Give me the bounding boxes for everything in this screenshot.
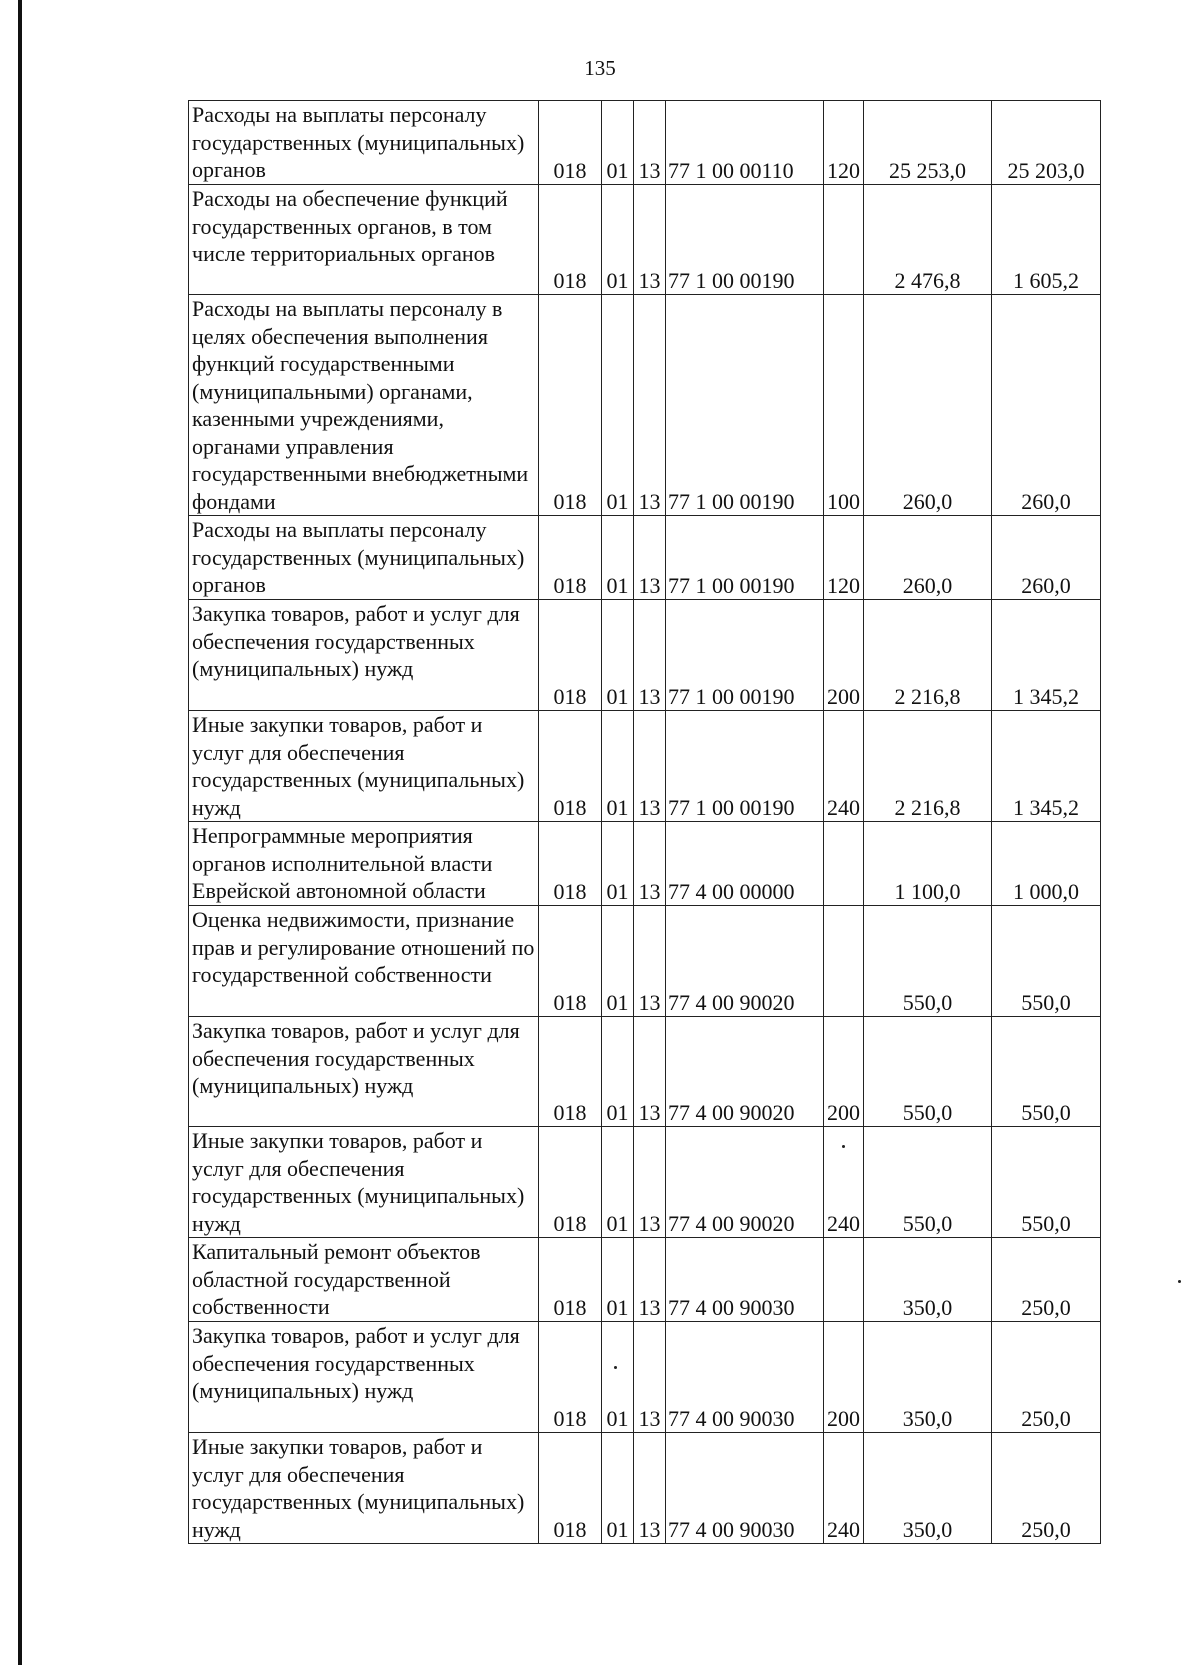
- binding-edge-line: [18, 0, 22, 1665]
- expense-type-cell: [824, 822, 864, 906]
- page-number: 135: [584, 56, 616, 80]
- subsection-code-cell: 13: [634, 295, 666, 516]
- target-article-cell: 77 4 00 90020: [666, 1017, 824, 1127]
- section-code-cell: 01: [602, 906, 634, 1017]
- item-name-cell: Иные закупки товаров, работ и услуг для обеспечения государственных (муниципальных) нужд: [189, 1127, 539, 1238]
- subsection-code-cell: 13: [634, 101, 666, 185]
- item-name-cell: Расходы на выплаты персоналу в целях обеспечения выполнения функций государственными (муниципальными) органами, казенными учреждениями, органами управления государственными внебюджетными фондами: [189, 295, 539, 516]
- table-row: [189, 1433, 1101, 1544]
- ministry-code-cell: 018: [539, 600, 602, 711]
- section-code-cell: 01: [602, 822, 634, 906]
- target-article-cell: 77 1 00 00190: [666, 600, 824, 711]
- expense-type-cell: [824, 185, 864, 295]
- expense-type-cell: 240: [824, 1433, 864, 1544]
- table-row: [189, 600, 1101, 711]
- amount-second-year-cell: 250,0: [992, 1322, 1101, 1433]
- scan-speck: [1178, 1280, 1181, 1283]
- section-code-cell: 01: [602, 295, 634, 516]
- amount-second-year-cell: 260,0: [992, 516, 1101, 600]
- amount-first-year-cell: 550,0: [864, 1127, 992, 1238]
- subsection-code-cell: 13: [634, 1127, 666, 1238]
- ministry-code-cell: 018: [539, 711, 602, 822]
- ministry-code-cell: 018: [539, 185, 602, 295]
- target-article-cell: 77 1 00 00190: [666, 516, 824, 600]
- item-name-cell: Иные закупки товаров, работ и услуг для обеспечения государственных (муниципальных) нужд: [189, 711, 539, 822]
- item-name-cell: Закупка товаров, работ и услуг для обеспечения государственных (муниципальных) нужд: [189, 1322, 539, 1433]
- item-name-cell: Расходы на обеспечение функций государственных органов, в том числе территориальных органов: [189, 185, 539, 295]
- item-name-cell: Закупка товаров, работ и услуг для обеспечения государственных (муниципальных) нужд: [189, 600, 539, 711]
- amount-second-year-cell: 1 000,0: [992, 822, 1101, 906]
- subsection-code-cell: 13: [634, 1433, 666, 1544]
- amount-first-year-cell: 550,0: [864, 906, 992, 1017]
- expense-type-cell: 200: [824, 600, 864, 711]
- amount-first-year-cell: 2 216,8: [864, 711, 992, 822]
- item-name-cell: Оценка недвижимости, признание прав и регулирование отношений по государственной собственности: [189, 906, 539, 1017]
- item-name-cell: Расходы на выплаты персоналу государственных (муниципальных) органов: [189, 101, 539, 185]
- subsection-code-cell: 13: [634, 822, 666, 906]
- ministry-code-cell: 018: [539, 822, 602, 906]
- amount-second-year-cell: 1 605,2: [992, 185, 1101, 295]
- section-code-cell: 01: [602, 516, 634, 600]
- amount-second-year-cell: 550,0: [992, 1017, 1101, 1127]
- amount-first-year-cell: 2 216,8: [864, 600, 992, 711]
- target-article-cell: 77 1 00 00190: [666, 711, 824, 822]
- table-row: [189, 185, 1101, 295]
- ministry-code-cell: 018: [539, 295, 602, 516]
- ministry-code-cell: 018: [539, 906, 602, 1017]
- item-name-cell: Закупка товаров, работ и услуг для обеспечения государственных (муниципальных) нужд: [189, 1017, 539, 1127]
- expense-type-cell: 120: [824, 516, 864, 600]
- item-name-cell: Расходы на выплаты персоналу государственных (муниципальных) органов: [189, 516, 539, 600]
- table-row: [189, 295, 1101, 516]
- ministry-code-cell: 018: [539, 1433, 602, 1544]
- amount-first-year-cell: 260,0: [864, 295, 992, 516]
- budget-table-body: [189, 101, 1101, 1544]
- subsection-code-cell: 13: [634, 1238, 666, 1322]
- subsection-code-cell: 13: [634, 185, 666, 295]
- expense-type-cell: [824, 906, 864, 1017]
- ministry-code-cell: 018: [539, 1322, 602, 1433]
- expense-type-cell: 200: [824, 1322, 864, 1433]
- item-name-cell: Непрограммные мероприятия органов исполнительной власти Еврейской автономной области: [189, 822, 539, 906]
- table-row: [189, 822, 1101, 906]
- scan-speck: [614, 1366, 617, 1369]
- section-code-cell: 01: [602, 600, 634, 711]
- table-row: [189, 1238, 1101, 1322]
- target-article-cell: 77 4 00 90030: [666, 1322, 824, 1433]
- section-code-cell: 01: [602, 185, 634, 295]
- table-row: [189, 711, 1101, 822]
- amount-first-year-cell: 260,0: [864, 516, 992, 600]
- ministry-code-cell: 018: [539, 1127, 602, 1238]
- section-code-cell: 01: [602, 711, 634, 822]
- target-article-cell: 77 1 00 00190: [666, 295, 824, 516]
- target-article-cell: 77 4 00 90020: [666, 906, 824, 1017]
- budget-table: [188, 100, 1101, 1544]
- ministry-code-cell: 018: [539, 101, 602, 185]
- table-row: [189, 1322, 1101, 1433]
- amount-second-year-cell: 250,0: [992, 1238, 1101, 1322]
- section-code-cell: 01: [602, 1238, 634, 1322]
- expense-type-cell: 120: [824, 101, 864, 185]
- amount-second-year-cell: 25 203,0: [992, 101, 1101, 185]
- amount-first-year-cell: 350,0: [864, 1322, 992, 1433]
- subsection-code-cell: 13: [634, 711, 666, 822]
- section-code-cell: 01: [602, 1322, 634, 1433]
- amount-second-year-cell: 1 345,2: [992, 711, 1101, 822]
- amount-second-year-cell: 250,0: [992, 1433, 1101, 1544]
- subsection-code-cell: 13: [634, 516, 666, 600]
- expense-type-cell: 240: [824, 711, 864, 822]
- expense-type-cell: 240: [824, 1127, 864, 1238]
- section-code-cell: 01: [602, 101, 634, 185]
- target-article-cell: 77 4 00 00000: [666, 822, 824, 906]
- amount-second-year-cell: 550,0: [992, 906, 1101, 1017]
- amount-first-year-cell: 2 476,8: [864, 185, 992, 295]
- amount-second-year-cell: 550,0: [992, 1127, 1101, 1238]
- target-article-cell: 77 4 00 90030: [666, 1238, 824, 1322]
- scan-speck: [842, 1145, 845, 1148]
- item-name-cell: Иные закупки товаров, работ и услуг для обеспечения государственных (муниципальных) нужд: [189, 1433, 539, 1544]
- section-code-cell: 01: [602, 1433, 634, 1544]
- amount-second-year-cell: 1 345,2: [992, 600, 1101, 711]
- expense-type-cell: 200: [824, 1017, 864, 1127]
- ministry-code-cell: 018: [539, 1238, 602, 1322]
- subsection-code-cell: 13: [634, 600, 666, 711]
- target-article-cell: 77 1 00 00110: [666, 101, 824, 185]
- ministry-code-cell: 018: [539, 1017, 602, 1127]
- subsection-code-cell: 13: [634, 906, 666, 1017]
- amount-first-year-cell: 350,0: [864, 1433, 992, 1544]
- amount-first-year-cell: 550,0: [864, 1017, 992, 1127]
- amount-first-year-cell: 1 100,0: [864, 822, 992, 906]
- target-article-cell: 77 4 00 90030: [666, 1433, 824, 1544]
- amount-first-year-cell: 350,0: [864, 1238, 992, 1322]
- expense-type-cell: [824, 1238, 864, 1322]
- table-row: [189, 101, 1101, 185]
- table-row: [189, 906, 1101, 1017]
- table-row: [189, 1127, 1101, 1238]
- subsection-code-cell: 13: [634, 1017, 666, 1127]
- ministry-code-cell: 018: [539, 516, 602, 600]
- table-row: [189, 1017, 1101, 1127]
- section-code-cell: 01: [602, 1127, 634, 1238]
- target-article-cell: 77 4 00 90020: [666, 1127, 824, 1238]
- expense-type-cell: 100: [824, 295, 864, 516]
- amount-first-year-cell: 25 253,0: [864, 101, 992, 185]
- target-article-cell: 77 1 00 00190: [666, 185, 824, 295]
- amount-second-year-cell: 260,0: [992, 295, 1101, 516]
- section-code-cell: 01: [602, 1017, 634, 1127]
- item-name-cell: Капитальный ремонт объектов областной государственной собственности: [189, 1238, 539, 1322]
- subsection-code-cell: 13: [634, 1322, 666, 1433]
- table-row: [189, 516, 1101, 600]
